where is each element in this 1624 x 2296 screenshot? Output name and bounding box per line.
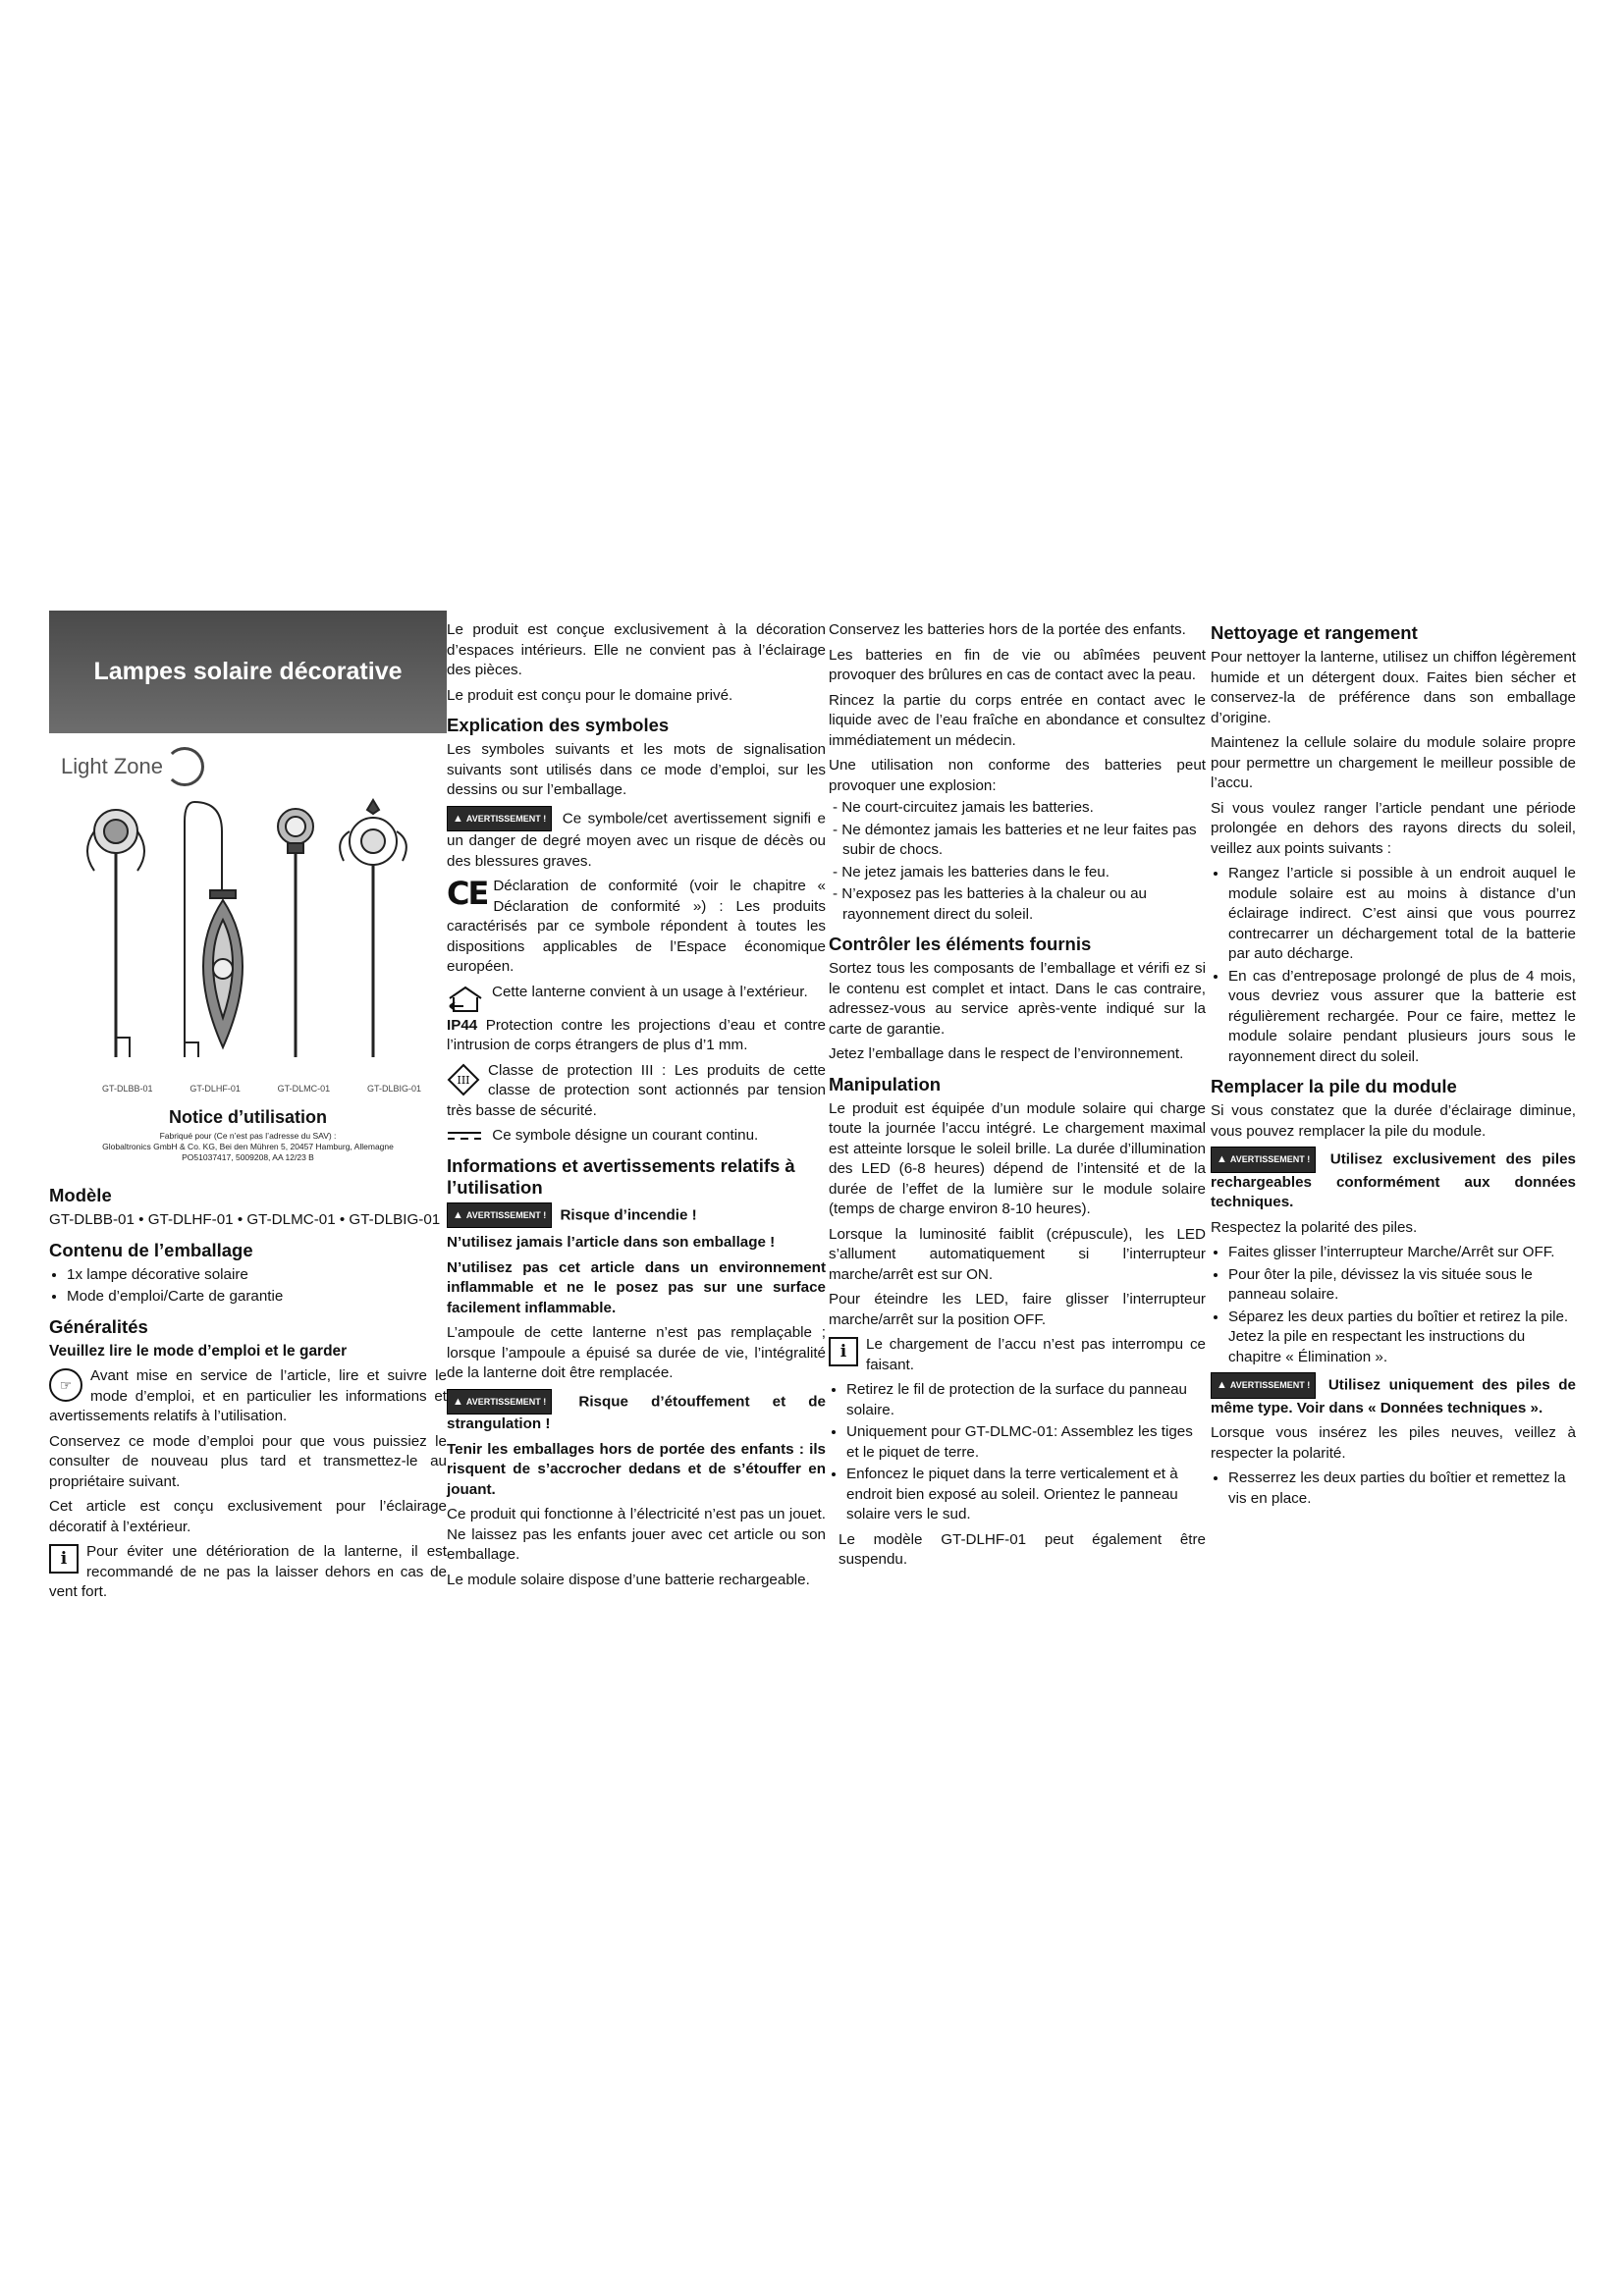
symboles-heading: Explication des symboles [447,715,670,735]
controle-heading: Contrôler les éléments fournis [829,934,1092,954]
protection-class-iii-icon [447,1063,480,1096]
warning-label: AVERTISSEMENT ! [1229,1380,1311,1390]
pile-warning-row [1211,1372,1576,1418]
paragraph: Rincez la partie du corps entrée en contact avec le liquide avec de l’eau fraîche en abondance et consultez immédiatement un médecin. [829,691,1206,749]
modele-heading: Modèle [49,1185,112,1205]
gen-paragraph [49,1366,447,1427]
warning-triangle-icon: ▲ [1217,1379,1227,1391]
column-1 [49,611,447,1608]
paragraph: Le produit est équipée d’un module solaire qui charge toute la journée l’accu intégré. Le chargement maximal est atteinte lorsque le soleil brille. La durée d’illumination des LED (6-8 heures) dépend de l’intensité et de la durée de l’effet de la lumière sur le module solaire (temps de charge environ 8-10 heures). [829,1099,1206,1217]
paragraph: Les symboles suivants et les mots de signalisation suivants sont utilisés dans ce mode d’emploi, sur les dessins ou sur l’emballage. [447,741,826,798]
list-item: - N’exposez pas les batteries à la chaleur ou au rayonnement direct du soleil. [833,885,1147,923]
model-caption: GT-DLMC-01 [277,1084,331,1094]
warning-label: AVERTISSEMENT ! [1229,1154,1311,1164]
gen-paragraph: Cet article est conçu exclusivement pour l’éclairage décoratif à l’extérieur. [49,1498,447,1535]
lamp-gt-dlbb-icon [87,810,144,1057]
warning-badge [447,1389,552,1415]
direct-current-icon [447,1130,482,1142]
pile-list [1211,1243,1576,1367]
warning-label: AVERTISSEMENT ! [465,1209,547,1220]
paragraph: Maintenez la cellule solaire du module solaire propre pour permettre un chargement le meilleur possible de l’accu. [1211,734,1576,791]
paragraph: Lorsque la luminosité faiblit (crépuscule), les LED s’allument automatiquement si l’interrupteur marche/arrêt est sur ON. [829,1225,1206,1283]
warning-badge [1211,1372,1316,1399]
column-4 [1211,620,1576,1514]
paragraph: Si vous constatez que la durée d’éclairage diminue, vous pouvez remplacer la pile du module. [1211,1102,1576,1140]
modele-text: GT-DLBB-01 • GT-DLHF-01 • GT-DLMC-01 • GT-DLBIG-01 [49,1211,441,1228]
ce-mark-icon: CE [447,875,488,912]
paragraph: Le produit est conçu pour le domaine privé. [447,686,733,704]
warning-badge [447,1202,552,1229]
lamps-illustration [49,792,447,1077]
model-caption: GT-DLHF-01 [189,1084,241,1094]
warning-text: Ce symbole/cet avertissement signifi e un danger de degré moyen avec un risque de décès ou des blessures graves. [447,809,826,870]
generalites-heading: Généralités [49,1315,148,1337]
list-item: • Mode d’emploi/Carte de garantie [67,1287,447,1308]
class3-text: Classe de protection III : Les produits de cette classe de protection sont actionnés par tension très basse de sécurité. [447,1061,826,1119]
ce-symbol-row [447,877,826,978]
column-2 [447,620,826,1595]
list-item: • Séparez les deux parties du boîtier et retirez la pile. Jetez la pile en respectant les instructions du chapitre « Élimination ». [1228,1308,1576,1368]
battery-dash-list [829,798,1206,925]
fire-title: Risque d’incendie ! [560,1205,697,1223]
suffocation-warning-row [447,1389,826,1435]
storage-list [1211,864,1576,1067]
lamp-gt-dlhf-icon [185,802,243,1057]
notice-title: Notice d’utilisation [168,1106,327,1127]
outdoor-use-icon [447,985,484,1014]
lamp-captions [49,1079,447,1099]
info-icon: i [829,1337,858,1366]
contenu-heading: Contenu de l’emballage [49,1239,253,1260]
product-codes: PO51037417, 5009208, AA 12/23 B [182,1152,314,1162]
gen-paragraph: Conservez ce mode d’emploi pour que vous puissiez le consulter de nouveau plus tard et transmettez-le au propriétaire suivant. [49,1432,447,1490]
fire-warning-row [447,1202,826,1229]
gen-text: Avant mise en service de l’article, lire et suivre le mode d’emploi, et en particulier les informations et avertissements relatifs à l’utilisation. [49,1367,447,1424]
paragraph: Le modèle GT-DLHF-01 peut également être suspendu. [839,1530,1206,1568]
paragraph: Pour éteindre les LED, faire glisser l’interrupteur marche/arrêt sur la position OFF. [829,1291,1206,1328]
paragraph: Sortez tous les composants de l’emballage et vérifi ez si le contenu est complet et intact. Dans le cas contraire, adressez-vous au service après-vente indiqué sur la carte de garantie. [829,960,1206,1038]
fire-paragraph: L’ampoule de cette lanterne n’est pas remplaçable ; lorsque l’ampoule a épuisé sa durée de vie, l’intégralité de la lanterne doit être remplacée. [447,1324,826,1381]
manufacturer-label: Fabriqué pour (Ce n’est pas l’adresse du SAV) : [159,1131,337,1141]
list-item: • Rangez l’article si possible à un endroit auquel le module solaire est au moins à distance d’un éclairage indirect. C’est ainsi que vous pourrez contrecarrer un déchargement total de la batterie par auto décharge. [1228,864,1576,965]
model-caption: GT-DLBB-01 [102,1084,153,1094]
cover-banner [49,611,447,733]
warning-triangle-icon: ▲ [453,1208,463,1221]
paragraph: Respectez la polarité des piles. [1211,1218,1418,1236]
paragraph: Une utilisation non conforme des batteries peut provoquer une explosion: [829,757,1206,794]
info-icon: i [49,1544,79,1574]
column-3 [829,620,1206,1575]
brand-swoosh-icon [165,747,204,786]
dc-row [447,1126,826,1147]
list-item: • Faites glisser l’interrupteur Marche/Arrêt sur OFF. [1228,1243,1576,1263]
list-item: • Resserrez les deux parties du boîtier et remettez la vis en place. [1228,1468,1576,1509]
fire-text: N’utilisez jamais l’article dans son emballage ! [447,1234,776,1251]
pile-warning-text: Utilisez uniquement des piles de même type. Voir dans « Données techniques ». [1211,1376,1576,1416]
product-illustration [49,792,447,1077]
model-caption: GT-DLBIG-01 [366,1084,421,1094]
list-item: - Ne court-circuitez jamais les batteries. [833,799,1094,816]
cover-title: Lampes solaire décorative [93,658,403,686]
generalites-subheading: Veuillez lire le mode d’emploi et le garder [49,1342,348,1360]
warning-triangle-icon: ▲ [453,812,463,825]
manufacturer-address: Globaltronics GmbH & Co. KG, Bei den Mühren 5, 20457 Hamburg, Allemagne [102,1142,394,1151]
ip44-row [447,1016,826,1056]
manipulation-heading: Manipulation [829,1073,942,1095]
paragraph: Le produit est conçue exclusivement à la décoration d’espaces intérieurs. Elle ne convient pas à l’éclairage des pièces. [447,621,826,678]
ce-text: Déclaration de conformité (voir le chapitre « Déclaration de conformité ») : Les produits caractérisés par ce symbole répondent à toutes les dispositions applicables de l’Espace économique européen. [447,878,826,975]
battery-paragraph: Le module solaire dispose d’une batterie rechargeable. [447,1571,810,1588]
manipulation-list [829,1380,1206,1525]
info-text: Le chargement de l’accu n’est pas interrompu ce faisant. [866,1336,1206,1373]
list-item: • En cas d’entreposage prolongé de plus de 4 mois, vous devriez vous assurer que la batterie est régulièrement rechargée. Pour ce faire, mettez le module solaire pendant plusieurs jours sous le rayonnement direct du soleil. [1228,967,1576,1068]
dc-text: Ce symbole désigne un courant continu. [492,1127,759,1144]
class3-row [447,1061,826,1122]
lamp-gt-dlmc-icon [278,809,313,1057]
pile-heading: Remplacer la pile du module [1211,1076,1457,1096]
warning-badge [1211,1147,1316,1173]
warning-triangle-icon: ▲ [453,1395,463,1408]
suffocation-text: Tenir les emballages hors de portée des enfants : ils risquent de s’accrocher dedans et de s’étouffer en jouant. [447,1440,826,1498]
paragraph: Jetez l’emballage dans le respect de l’environnement. [829,1045,1184,1062]
paragraph: Les batteries en fin de vie ou abîmées peuvent provoquer des brûlures en cas de contact avec la peau. [829,646,1206,683]
warning-badge [447,806,552,832]
list-item: - Ne jetez jamais les batteries dans le feu. [833,863,1110,881]
pile-warning-text: Utilisez exclusivement des piles rechargeables conformément aux données techniques. [1211,1150,1576,1210]
list-item: • Uniquement pour GT-DLMC-01: Assemblez les tiges et le piquet de terre. [846,1422,1206,1463]
list-item: • 1x lampe décorative solaire [67,1265,447,1286]
warning-label: AVERTISSEMENT ! [465,813,547,824]
pile-warning-row [1211,1147,1576,1213]
warning-label: AVERTISSEMENT ! [465,1396,547,1407]
warning-triangle-icon: ▲ [1217,1153,1227,1165]
list-item: • Enfoncez le piquet dans la terre verticalement et à endroit bien exposé au soleil. Orientez le panneau solaire vers le sud. [846,1465,1206,1525]
warning-symbol-row [447,806,826,873]
list-item: • Retirez le fil de protection de la surface du panneau solaire. [846,1380,1206,1420]
brand-name: Light Zone [61,753,163,778]
suffocation-title: Risque d’étouffement et de strangulation ! [447,1392,826,1432]
contenu-list [49,1265,447,1308]
fire-text: N’utilisez pas cet article dans un environnement inflammable et ne le posez pas sur une surface facilement inflammable. [447,1258,826,1316]
gen-text: Pour éviter une détérioration de la lanterne, il est recommandé de ne pas la laisser dehors en cas de vent fort. [49,1543,447,1600]
outdoor-symbol-row [447,983,826,1003]
lamp-gt-dlbig-icon [340,800,406,1057]
list-item: - Ne démontez jamais les batteries et ne leur faites pas subir de chocs. [833,821,1197,858]
paragraph: Pour nettoyer la lanterne, utilisez un chiffon légèrement humide et un détergent doux. Faites bien sécher et conservez-la de préférence dans son emballage d’origine. [1211,649,1576,726]
list-item: • Pour ôter la pile, dévissez la vis située sous le panneau solaire. [1228,1265,1576,1306]
gen-paragraph [49,1542,447,1603]
nettoyage-heading: Nettoyage et rangement [1211,622,1418,643]
paragraph: Conservez les batteries hors de la portée des enfants. [829,621,1186,638]
suffocation-paragraph: Ce produit qui fonctionne à l’électricité n’est pas un jouet. Ne laissez pas les enfants jouer avec cet article ou son emballage. [447,1506,826,1563]
info-heading: Informations et avertissements relatifs à l’utilisation [447,1154,795,1198]
ip44-label: IP44 [447,1016,478,1034]
class3-mark: III [457,1073,470,1087]
paragraph: Si vous voulez ranger l’article pendant une période prolongée en dehors des rayons directs du soleil, veillez aux points suivants : [1211,799,1576,857]
read-manual-icon: ☞ [49,1368,82,1402]
pile-list-end [1211,1468,1576,1509]
paragraph: Lorsque vous insérez les piles neuves, veillez à respecter la polarité. [1211,1424,1576,1462]
ip44-text: Protection contre les projections d’eau et contre l’intrusion de corps étrangers de plus d’1 mm. [447,1016,826,1053]
brand-logo [61,747,447,786]
outdoor-text: Cette lanterne convient à un usage à l’extérieur. [492,983,808,1000]
info-row [829,1335,1206,1375]
